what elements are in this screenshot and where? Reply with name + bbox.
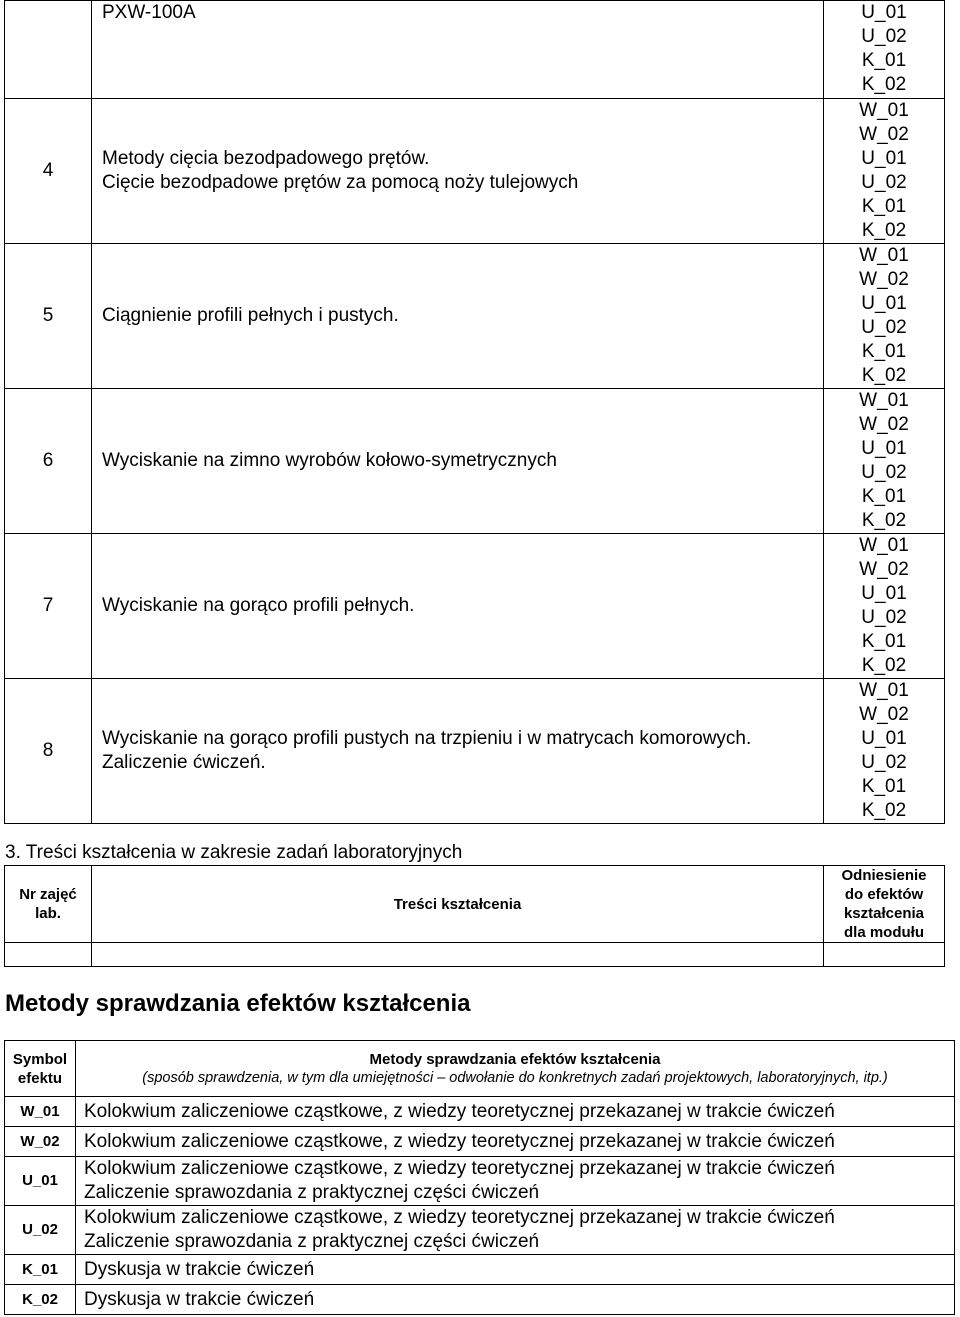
table-row bbox=[5, 1, 945, 99]
section-heading-methods: Metody sprawdzania efektów kształcenia bbox=[5, 990, 471, 1017]
method-text: Dyskusja w trakcie ćwiczeń bbox=[76, 1255, 955, 1285]
section-heading-lab: 3. Treści kształcenia w zakresie zadań laboratoryjnych bbox=[5, 842, 463, 863]
effects-cell: W_01 W_02 U_01 U_02 K_01 K_02 bbox=[824, 534, 945, 679]
topic-number: 4 bbox=[5, 99, 92, 244]
effect-symbol: U_01 bbox=[5, 1157, 76, 1206]
table-row bbox=[5, 1127, 955, 1157]
topic-text: PXW-100A bbox=[92, 1, 824, 99]
topic-number: 8 bbox=[5, 679, 92, 824]
topic-number bbox=[5, 1, 92, 99]
table-row bbox=[5, 943, 945, 967]
effect-symbol: W_01 bbox=[5, 1097, 76, 1127]
methods-header-title: Metody sprawdzania efektów kształcenia bbox=[369, 1050, 661, 1068]
method-text: Kolokwium zaliczeniowe cząstkowe, z wiedzy teoretycznej przekazanej w trakcie ćwiczeń bbox=[76, 1127, 955, 1157]
topic-text: Wyciskanie na gorąco profili pustych na trzpieniu i w matrycach komorowych. Zaliczenie ćwiczeń. bbox=[92, 679, 824, 824]
lab-header-row bbox=[5, 866, 945, 943]
effect-symbol: K_02 bbox=[5, 1285, 76, 1315]
methods-header bbox=[76, 1041, 955, 1097]
method-text: Dyskusja w trakcie ćwiczeń bbox=[76, 1285, 955, 1315]
topic-text: Wyciskanie na gorąco profili pełnych. bbox=[92, 534, 824, 679]
topic-text: Ciągnienie profili pełnych i pustych. bbox=[92, 244, 824, 389]
effect-symbol: W_02 bbox=[5, 1127, 76, 1157]
method-text: Kolokwium zaliczeniowe cząstkowe, z wiedzy teoretycznej przekazanej w trakcie ćwiczeń Zaliczenie sprawozdania z praktycznej części ćwiczeń bbox=[76, 1157, 955, 1206]
symbol-header: Symbol efektu bbox=[5, 1041, 76, 1097]
methods-header-row bbox=[5, 1041, 955, 1097]
topic-text: Wyciskanie na zimno wyrobów kołowo-symetrycznych bbox=[92, 389, 824, 534]
topic-number: 5 bbox=[5, 244, 92, 389]
effects-cell: W_01 W_02 U_01 U_02 K_01 K_02 bbox=[824, 389, 945, 534]
table-row bbox=[5, 534, 945, 679]
topic-text: Metody cięcia bezodpadowego prętów. Cięcie bezodpadowe prętów za pomocą noży tulejowych bbox=[92, 99, 824, 244]
table-row bbox=[5, 679, 945, 824]
lab-nr-header: Nr zajęć lab. bbox=[5, 866, 92, 943]
method-text: Kolokwium zaliczeniowe cząstkowe, z wiedzy teoretycznej przekazanej w trakcie ćwiczeń bbox=[76, 1097, 955, 1127]
lab-empty-cell bbox=[824, 943, 945, 967]
effect-symbol: K_01 bbox=[5, 1255, 76, 1285]
topics-table bbox=[4, 0, 945, 824]
methods-table bbox=[4, 1040, 955, 1315]
table-row bbox=[5, 1285, 955, 1315]
effects-cell: W_01 W_02 U_01 U_02 K_01 K_02 bbox=[824, 99, 945, 244]
topic-number: 6 bbox=[5, 389, 92, 534]
table-row bbox=[5, 99, 945, 244]
topic-number: 7 bbox=[5, 534, 92, 679]
table-row bbox=[5, 1206, 955, 1255]
effects-cell: W_01 W_02 U_01 U_02 K_01 K_02 bbox=[824, 244, 945, 389]
methods-header-subtitle: (sposób sprawdzenia, w tym dla umiejętności – odwołanie do konkretnych zadań projektowych, laboratoryjnych, itp.) bbox=[142, 1069, 888, 1086]
effects-cell: W_01 W_02 U_01 U_02 K_01 K_02 bbox=[824, 679, 945, 824]
effect-symbol: U_02 bbox=[5, 1206, 76, 1255]
table-row bbox=[5, 1157, 955, 1206]
lab-empty-cell bbox=[5, 943, 92, 967]
lab-empty-cell bbox=[92, 943, 824, 967]
table-row bbox=[5, 389, 945, 534]
method-text: Kolokwium zaliczeniowe cząstkowe, z wiedzy teoretycznej przekazanej w trakcie ćwiczeń Zaliczenie sprawozdania z praktycznej części ćwiczeń bbox=[76, 1206, 955, 1255]
lab-reference-header: Odniesienie do efektów kształcenia dla modułu bbox=[824, 866, 945, 943]
lab-content-header: Treści kształcenia bbox=[92, 866, 824, 943]
effects-cell: U_01 U_02 K_01 K_02 bbox=[824, 1, 945, 99]
table-row bbox=[5, 1255, 955, 1285]
table-row bbox=[5, 244, 945, 389]
lab-table bbox=[4, 865, 945, 967]
table-row bbox=[5, 1097, 955, 1127]
